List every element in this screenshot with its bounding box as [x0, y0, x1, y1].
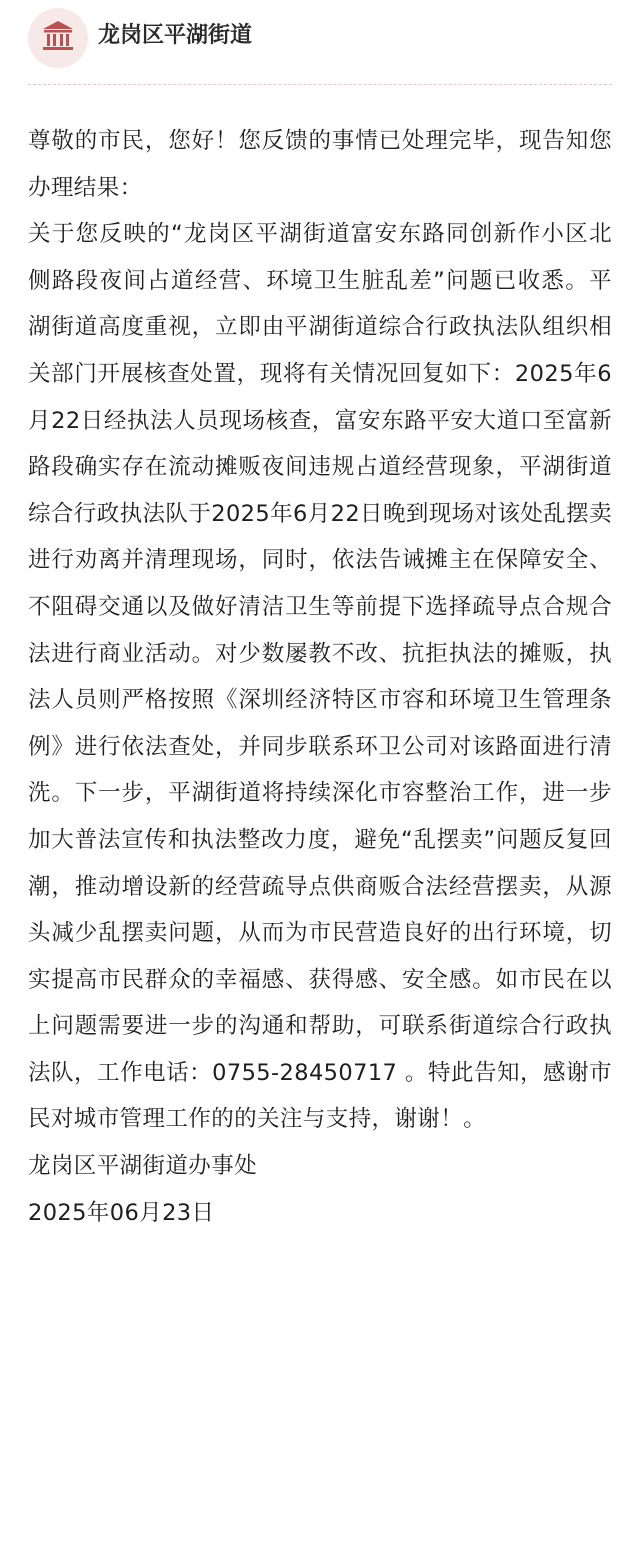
header-divider: [28, 84, 612, 85]
article-date: 2025年06月23日: [28, 1199, 215, 1226]
account-avatar[interactable]: [28, 8, 88, 68]
account-header: [0, 0, 640, 80]
article-signature: 龙岗区平湖街道办事处: [28, 1153, 258, 1180]
article-main-text: 关于您反映的“龙岗区平湖街道富安东路同创新作小区北侧路段夜间占道经营、环境卫生脏乱差”问题已收悉。平湖街道高度重视，立即由平湖街道综合行政执法队组织相关部门开展核查处置，现将有关情况回复如下：2025年6月22日经执法人员现场核查，富安东路平安大道口至富新路段确实存在流动摊贩夜间违规占道经营现象，平湖街道综合行政执法队于2025年6月22日晚到现场对该处乱摆卖进行劝离并清理现场，同时，依法告诫摊主在保障安全、不阻碍交通以及做好清洁卫生等前提下选择疏导点合规合法进行商业活动。对少数屡教不改、抗拒执法的摊贩，执法人员则严格按照《深圳经济特区市容和环境卫生管理条例》进行依法查处，并同步联系环卫公司对该路面进行清洗。下一步，平湖街道将持续深化市容整治工作，进一步加大普法宣传和执法整改力度，避免“乱摆卖”问题反复回潮，推动增设新的经营疏导点供商贩合法经营摆卖，从源头减少乱摆卖问题，从而为市民营造良好的出行环境，切实提高市民群众的幸福感、获得感、安全感。如市民在以上问题需要进一步的沟通和帮助，可联系街道综合行政执法队，工作电话：0755-28450717 。特此告知，感谢市民对城市管理工作的的关注与支持，谢谢！。: [28, 221, 612, 1133]
article-greeting: 尊敬的市民，您好！您反馈的事情已处理完毕，现告知您办理结果：: [28, 128, 612, 201]
article-body: [28, 118, 612, 1236]
account-name[interactable]: 龙岗区平湖街道: [98, 23, 253, 48]
government-building-icon: [40, 18, 76, 58]
